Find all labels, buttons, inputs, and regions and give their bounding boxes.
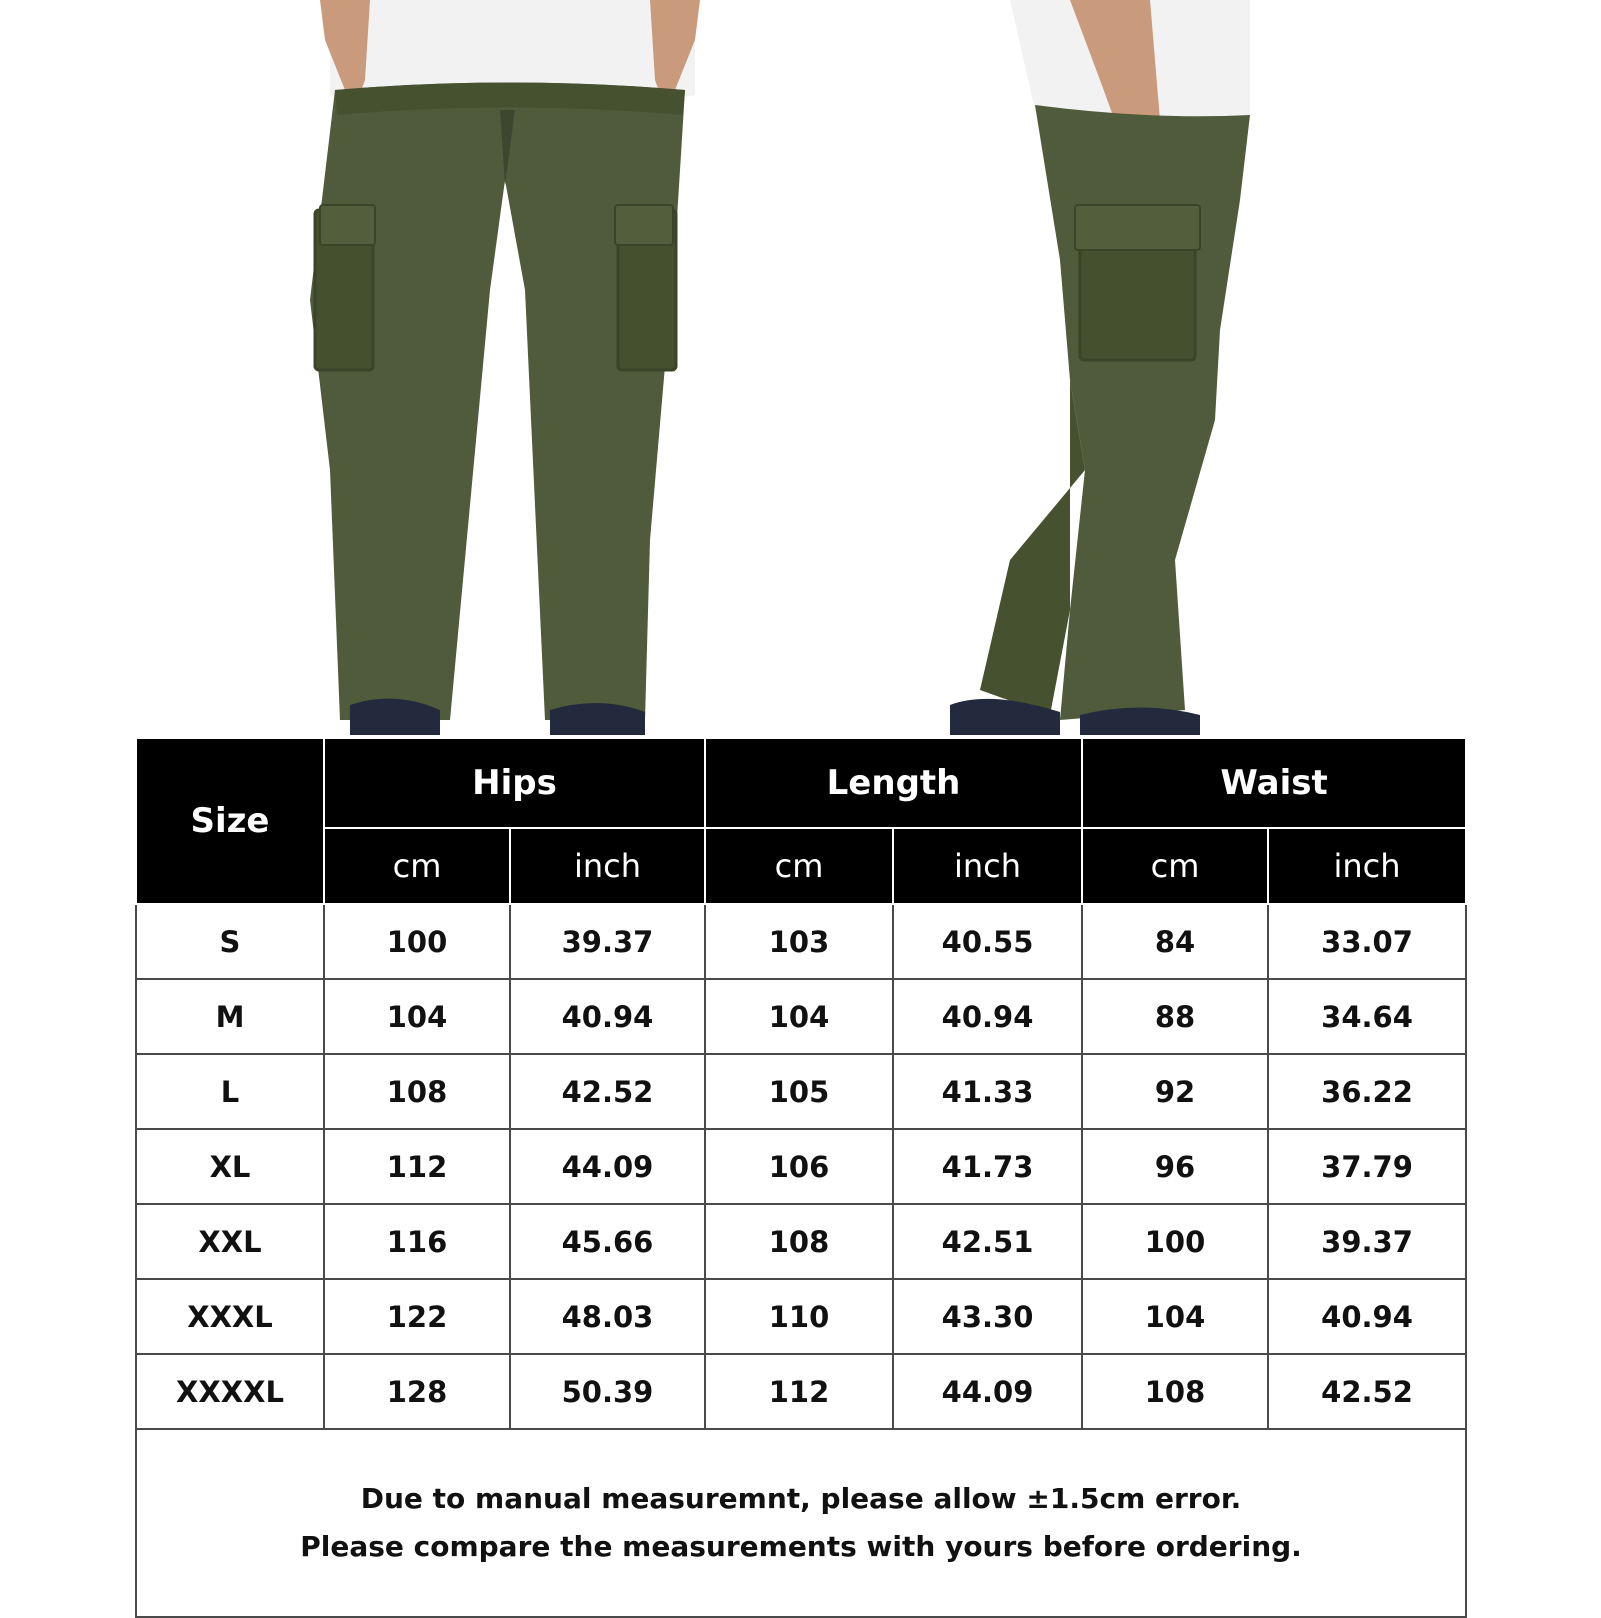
table-row bbox=[136, 1054, 1466, 1129]
measurement-cell: 106 bbox=[705, 1129, 893, 1204]
measurement-cell: 122 bbox=[324, 1279, 510, 1354]
measurement-cell: 84 bbox=[1082, 904, 1268, 979]
measurement-cell: 41.33 bbox=[893, 1054, 1082, 1129]
table-header-units-row bbox=[136, 828, 1466, 904]
size-rows bbox=[136, 904, 1466, 1429]
size-cell: XL bbox=[136, 1129, 324, 1204]
measurement-cell: 108 bbox=[705, 1204, 893, 1279]
measurement-cell: 39.37 bbox=[1268, 1204, 1466, 1279]
cargo-pants-side-image bbox=[950, 0, 1260, 735]
measurement-cell: 116 bbox=[324, 1204, 510, 1279]
size-cell: M bbox=[136, 979, 324, 1054]
measurement-cell: 100 bbox=[1082, 1204, 1268, 1279]
unit-header: inch bbox=[1268, 828, 1466, 904]
measurement-cell: 36.22 bbox=[1268, 1054, 1466, 1129]
measurement-cell: 104 bbox=[705, 979, 893, 1054]
product-photo-side bbox=[950, 0, 1260, 735]
table-row bbox=[136, 1204, 1466, 1279]
measurement-cell: 42.52 bbox=[1268, 1354, 1466, 1429]
measurement-cell: 42.51 bbox=[893, 1204, 1082, 1279]
measurement-cell: 92 bbox=[1082, 1054, 1268, 1129]
table-header-group-row bbox=[136, 738, 1466, 828]
measurement-cell: 44.09 bbox=[510, 1129, 705, 1204]
size-column-header: Size bbox=[136, 738, 324, 904]
measurement-cell: 41.73 bbox=[893, 1129, 1082, 1204]
note-line: Please compare the measurements with yours before ordering. bbox=[300, 1530, 1302, 1563]
measurement-cell: 33.07 bbox=[1268, 904, 1466, 979]
measurement-cell: 112 bbox=[705, 1354, 893, 1429]
measurement-cell: 40.94 bbox=[893, 979, 1082, 1054]
measurement-cell: 48.03 bbox=[510, 1279, 705, 1354]
measurement-cell: 88 bbox=[1082, 979, 1268, 1054]
note-line: Due to manual measuremnt, please allow ±1.5cm error. bbox=[360, 1482, 1242, 1515]
measurement-cell: 104 bbox=[1082, 1279, 1268, 1354]
measurement-cell: 105 bbox=[705, 1054, 893, 1129]
table-row bbox=[136, 1129, 1466, 1204]
measurement-cell: 40.94 bbox=[510, 979, 705, 1054]
unit-header: cm bbox=[705, 828, 893, 904]
product-photo-front bbox=[300, 0, 720, 735]
measurement-cell: 50.39 bbox=[510, 1354, 705, 1429]
unit-header: cm bbox=[324, 828, 510, 904]
waist-header: Waist bbox=[1082, 738, 1466, 828]
measurement-cell: 108 bbox=[324, 1054, 510, 1129]
measurement-cell: 100 bbox=[324, 904, 510, 979]
measurement-cell: 37.79 bbox=[1268, 1129, 1466, 1204]
measurement-cell: 110 bbox=[705, 1279, 893, 1354]
measurement-cell: 104 bbox=[324, 979, 510, 1054]
measurement-cell: 43.30 bbox=[893, 1279, 1082, 1354]
note-row bbox=[136, 1429, 1466, 1617]
cargo-pants-front-image bbox=[300, 0, 720, 735]
measurement-cell: 42.52 bbox=[510, 1054, 705, 1129]
measurement-cell: 39.37 bbox=[510, 904, 705, 979]
size-cell: XXL bbox=[136, 1204, 324, 1279]
table-row bbox=[136, 904, 1466, 979]
table-row bbox=[136, 1279, 1466, 1354]
measurement-cell: 45.66 bbox=[510, 1204, 705, 1279]
measurement-note bbox=[136, 1429, 1466, 1617]
length-header: Length bbox=[705, 738, 1082, 828]
measurement-cell: 34.64 bbox=[1268, 979, 1466, 1054]
measurement-cell: 128 bbox=[324, 1354, 510, 1429]
size-cell: XXXL bbox=[136, 1279, 324, 1354]
size-chart-table bbox=[135, 737, 1467, 1618]
measurement-cell: 96 bbox=[1082, 1129, 1268, 1204]
measurement-cell: 112 bbox=[324, 1129, 510, 1204]
measurement-cell: 103 bbox=[705, 904, 893, 979]
unit-header: cm bbox=[1082, 828, 1268, 904]
size-cell: L bbox=[136, 1054, 324, 1129]
measurement-cell: 108 bbox=[1082, 1354, 1268, 1429]
size-cell: XXXXL bbox=[136, 1354, 324, 1429]
measurement-cell: 40.55 bbox=[893, 904, 1082, 979]
measurement-cell: 44.09 bbox=[893, 1354, 1082, 1429]
table-row bbox=[136, 1354, 1466, 1429]
hips-header: Hips bbox=[324, 738, 705, 828]
measurement-cell: 40.94 bbox=[1268, 1279, 1466, 1354]
size-cell: S bbox=[136, 904, 324, 979]
unit-header: inch bbox=[510, 828, 705, 904]
unit-header: inch bbox=[893, 828, 1082, 904]
table-row bbox=[136, 979, 1466, 1054]
